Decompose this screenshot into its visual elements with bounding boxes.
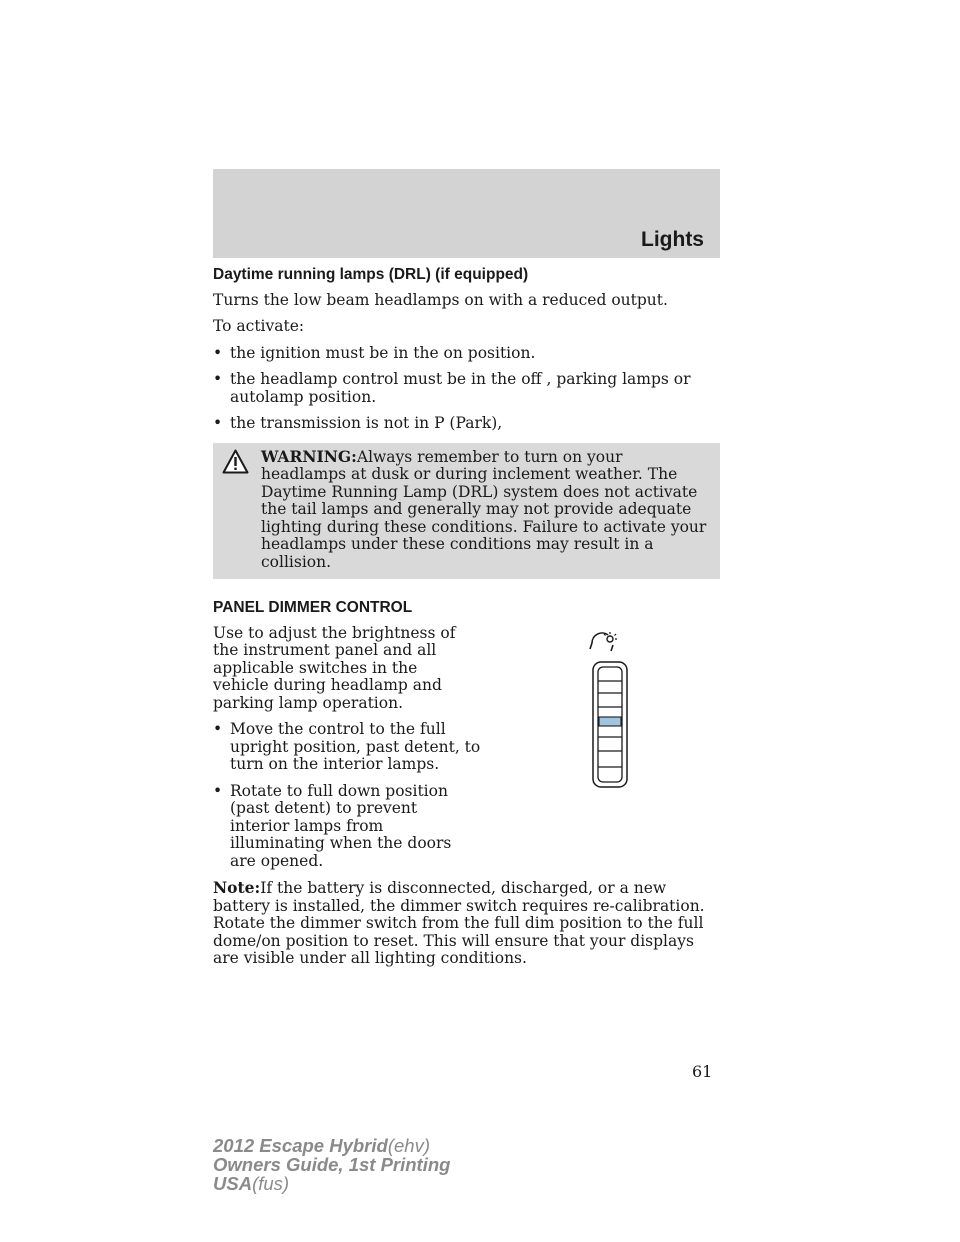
list-item-text: Move the control to the full upright position, past detent, to turn on the interior lamps. xyxy=(230,720,481,773)
bullet-icon: • xyxy=(213,781,223,800)
warning-triangle-icon xyxy=(222,449,249,474)
section-title: Lights xyxy=(641,228,704,251)
note-paragraph xyxy=(213,879,720,968)
list-item xyxy=(213,415,720,433)
drl-activate-label: To activate: xyxy=(213,317,305,335)
bullet-icon: • xyxy=(213,414,223,432)
drl-intro: Turns the low beam headlamps on with a reduced output. xyxy=(213,290,668,309)
bullet-icon: • xyxy=(213,720,223,738)
footer-model: 2012 Escape Hybrid xyxy=(213,1135,388,1156)
dimmer-heading: PANEL DIMMER CONTROL xyxy=(213,599,413,616)
warning-box xyxy=(213,443,720,580)
footer-model-code: (ehv) xyxy=(387,1135,430,1156)
panel-dimmer-icon xyxy=(578,629,638,794)
drl-heading: Daytime running lamps (DRL) (if equipped) xyxy=(213,266,529,283)
list-item-text: Rotate to full down position (past detent) to prevent interior lamps from illuminating when the doors are opened. xyxy=(230,781,452,870)
document-footer xyxy=(213,1136,450,1193)
warning-text: Always remember to turn on your headlamps at dusk or during inclement weather. The Daytime Running Lamp (DRL) system does not activate the tail lamps and generally may not provide adequate lighting during these conditions. Failure to activate your headlamps under these conditions may result in a collision. xyxy=(261,447,707,571)
page-number: 61 xyxy=(692,1062,713,1081)
note-label: Note: xyxy=(213,878,261,897)
list-item xyxy=(213,783,720,871)
note-text: If the battery is disconnected, discharged, or a new battery is installed, the dimmer switch requires re-calibration. Rotate the dimmer switch from the full dim position to the full dome/on position to reset. This will ensure that your displays are visible under all lighting conditions. xyxy=(213,879,705,967)
page-content xyxy=(213,266,720,977)
warning-body xyxy=(218,448,712,572)
list-item xyxy=(213,345,720,363)
list-item xyxy=(213,371,720,406)
list-item-text: the transmission is not in P (Park), xyxy=(230,414,503,432)
section-header-band xyxy=(213,169,720,258)
list-item-text: the headlamp control must be in the off , parking lamps or autolamp position. xyxy=(230,370,691,406)
footer-edition: Owners Guide, 1st Printing xyxy=(213,1154,451,1175)
bullet-icon: • xyxy=(213,370,223,388)
footer-market: USA xyxy=(213,1173,253,1194)
dimmer-section xyxy=(213,599,720,870)
footer-market-code: (fus) xyxy=(252,1173,290,1194)
dimmer-intro: Use to adjust the brightness of the instrument panel and all applicable switches in the vehicle during headlamp and parking lamp operation. xyxy=(213,623,456,712)
list-item-text: the ignition must be in the on position. xyxy=(230,343,536,362)
warning-label: WARNING: xyxy=(261,446,357,466)
dimmer-indicator xyxy=(599,717,621,726)
bullet-icon: • xyxy=(213,343,223,362)
list-item xyxy=(213,721,490,774)
